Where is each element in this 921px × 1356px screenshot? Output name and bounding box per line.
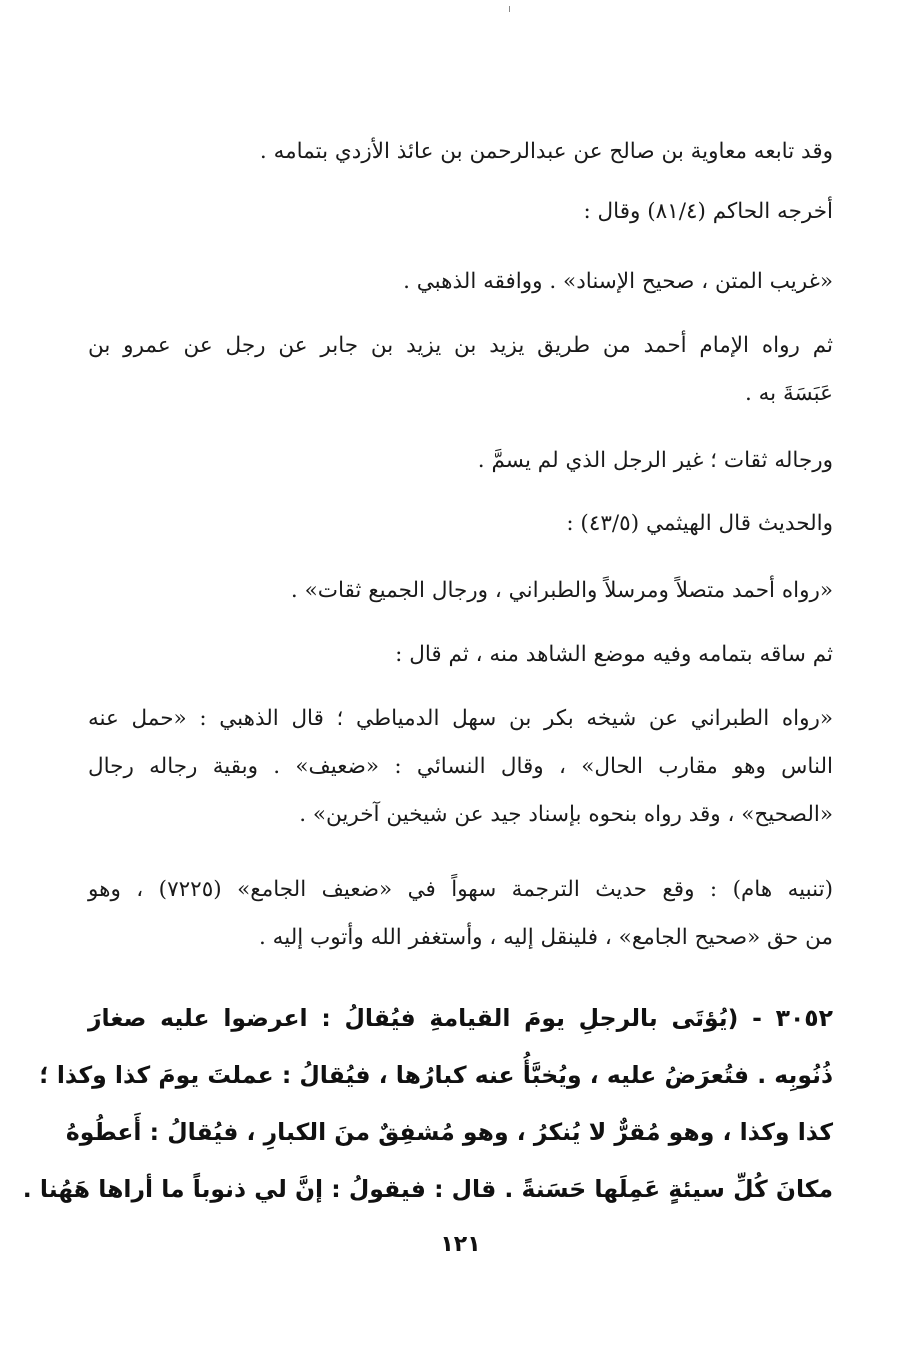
paragraph-4-line-2: عَبَسَةَ به . bbox=[744, 381, 833, 406]
paragraph-6 bbox=[88, 500, 833, 548]
paragraph-2-line-1: أخرجه الحاكم (٨١/٤) وقال : bbox=[583, 199, 833, 224]
paragraph-5-line-1: ورجاله ثقات ؛ غير الرجل الذي لم يسمَّ . bbox=[477, 448, 833, 473]
hadith-line-4: مكانَ كُلِّ سيئةٍ عَمِلَها حَسَنةً . قال : فيقولُ : إنَّ لي ذنوباً ما أراها هَهُنا . bbox=[22, 1175, 833, 1203]
paragraph-10-note bbox=[88, 866, 833, 962]
paragraph-1-line-1: وقد تابعه معاوية بن صالح عن عبدالرحمن بن عائذ الأزدي بتمامه . bbox=[259, 139, 833, 164]
paragraph-9-line-3: «الصحيح» ، وقد رواه بنحوه بإسناد جيد عن شيخين آخرين» . bbox=[299, 802, 833, 827]
paragraph-6-line-1: والحديث قال الهيثمي (٤٣/٥) : bbox=[566, 511, 833, 536]
paragraph-5 bbox=[88, 437, 833, 485]
paragraph-2 bbox=[88, 188, 833, 236]
top-tick-mark bbox=[509, 6, 510, 12]
paragraph-8-line-1: ثم ساقه بتمامه وفيه موضع الشاهد منه ، ثم قال : bbox=[395, 642, 833, 667]
paragraph-9-line-1: «رواه الطبراني عن شيخه بكر بن سهل الدمياطي ؛ قال الذهبي : «حمل عنه bbox=[88, 706, 833, 731]
paragraph-3-line-1: «غريب المتن ، صحيح الإسناد» . ووافقه الذهبي . bbox=[403, 269, 833, 294]
paragraph-8 bbox=[88, 631, 833, 679]
paragraph-9-line-2: الناس وهو مقارب الحال» ، وقال النسائي : «ضعيف» . وبقية رجاله رجال bbox=[88, 754, 833, 779]
paragraph-1 bbox=[88, 128, 833, 176]
paragraph-3 bbox=[88, 258, 833, 306]
paragraph-10-line-2: من حق «صحيح الجامع» ، فلينقل إليه ، وأستغفر الله وأتوب إليه . bbox=[259, 925, 833, 950]
hadith-line-2: ذُنُوبِه . فتُعرَضُ عليه ، ويُخبَّأُ عنه كبارُها ، فيُقالُ : عملتَ يومَ كذا وكذا ؛ bbox=[39, 1061, 833, 1089]
paragraph-9 bbox=[88, 695, 833, 839]
paragraph-4-line-1: ثم رواه الإمام أحمد من طريق يزيد بن يزيد بن جابر عن رجل عن عمرو بن bbox=[88, 333, 833, 358]
paragraph-4 bbox=[88, 322, 833, 418]
hadith-line-3: كذا وكذا ، وهو مُقرٌّ لا يُنكرُ ، وهو مُشفِقٌ منَ الكبارِ ، فيُقالُ : أَعطُوهُ bbox=[65, 1118, 833, 1146]
hadith-line-1: ٣٠٥٢ - (يُؤتَى بالرجلِ يومَ القيامةِ فيُقالُ : اعرضوا عليه صغارَ bbox=[88, 1004, 833, 1032]
page-number: ١٢١ bbox=[440, 1232, 481, 1257]
paragraph-7 bbox=[88, 567, 833, 615]
paragraph-10-line-1: (تنبيه هام) : وقع حديث الترجمة سهواً في «ضعيف الجامع» (٧٢٢٥) ، وهو bbox=[88, 877, 834, 902]
hadith-block bbox=[22, 990, 833, 1218]
paragraph-7-line-1: «رواه أحمد متصلاً ومرسلاً والطبراني ، ورجال الجميع ثقات» . bbox=[290, 578, 833, 603]
